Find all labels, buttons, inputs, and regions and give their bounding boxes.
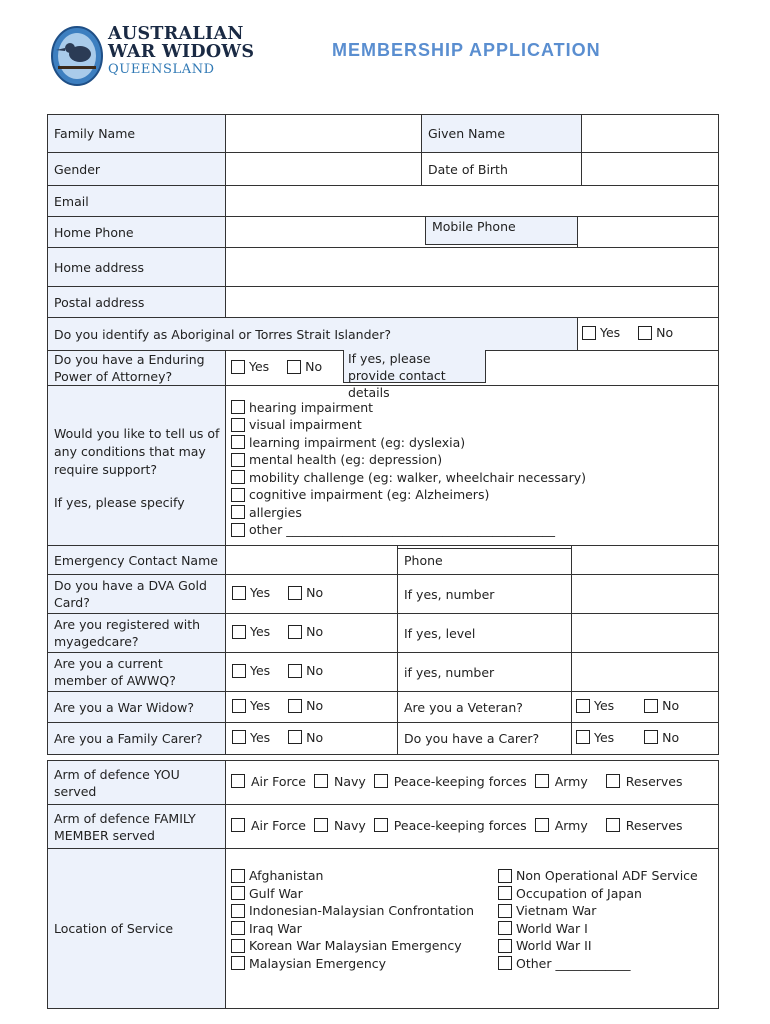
location-label: World War II (516, 938, 592, 954)
location-label: World War I (516, 920, 588, 936)
org-name-line1: AUSTRALIAN (108, 24, 244, 44)
checkbox-icon[interactable] (288, 625, 302, 639)
arm-family-army-option[interactable] (535, 818, 588, 833)
checkbox-icon[interactable] (498, 939, 512, 953)
veteran-question: Are you a Veteran? (398, 692, 572, 723)
checkbox-icon[interactable] (231, 774, 245, 788)
yes-label: Yes (250, 729, 271, 745)
myagedcare-no-option[interactable] (288, 624, 323, 639)
epa-cell (226, 351, 719, 400)
arm-you-peace-keeping-forces-label: Peace-keeping forces (393, 773, 527, 789)
checkbox-icon[interactable] (288, 730, 302, 744)
checkbox-icon[interactable] (288, 586, 302, 600)
condition-label: learning impairment (eg: dyslexia) (249, 434, 466, 450)
location-label: Occupation of Japan (516, 885, 642, 901)
location-option[interactable] (231, 902, 498, 920)
location-option[interactable] (498, 937, 698, 955)
service-table (47, 545, 719, 755)
myagedcare-level-field[interactable] (572, 614, 719, 653)
dva-no-option[interactable] (288, 585, 323, 600)
checkbox-icon[interactable] (638, 326, 652, 340)
arm-family-peace-keeping-forces-label: Peace-keeping forces (393, 817, 527, 833)
no-label: No (662, 729, 680, 745)
dob-label: Date of Birth (422, 153, 582, 186)
condition-label: other ___________________________________________ (249, 522, 556, 538)
condition-option[interactable] (231, 504, 712, 522)
arm-you-options (226, 761, 719, 805)
no-label: No (306, 585, 324, 601)
conditions-list (226, 386, 719, 549)
arm-you-navy-label: Navy (333, 773, 366, 789)
condition-label: mobility challenge (eg: walker, wheelchair necessary) (249, 469, 586, 485)
family-carer-yes-option[interactable] (232, 730, 270, 745)
location-label: Afghanistan (249, 868, 324, 884)
epa-no-option[interactable] (287, 359, 322, 374)
awwq-question: Are you a current member of AWWQ? (48, 653, 226, 692)
arm-family-options (226, 805, 719, 849)
location-option[interactable] (231, 885, 498, 903)
aboriginal-options (578, 318, 719, 351)
no-label: No (306, 624, 324, 640)
org-logo (50, 22, 280, 102)
checkbox-icon[interactable] (314, 774, 328, 788)
dva-question: Do you have a DVA Gold Card? (48, 575, 226, 614)
defence-table (47, 760, 719, 1009)
condition-label: allergies (249, 504, 302, 520)
checkbox-icon[interactable] (606, 818, 620, 832)
org-name-line2: WAR WIDOWS (108, 41, 255, 62)
arm-family-air-force-option[interactable] (231, 818, 306, 833)
mobile-phone-label: Mobile Phone (425, 217, 577, 245)
location-label: Indonesian-Malaysian Confrontation (249, 903, 475, 919)
condition-label: hearing impairment (249, 399, 374, 415)
arm-family-peace-keeping-forces-option[interactable] (374, 818, 527, 833)
location-option[interactable] (231, 867, 498, 885)
home-address-label: Home address (48, 248, 226, 287)
condition-option[interactable] (231, 434, 712, 452)
myagedcare-followup-label: If yes, level (398, 614, 572, 653)
emergency-contact-field[interactable] (226, 546, 398, 575)
veteran-yes-option[interactable] (576, 698, 614, 713)
awwq-no-option[interactable] (288, 663, 323, 678)
checkbox-icon[interactable] (498, 869, 512, 883)
location-option[interactable] (498, 885, 698, 903)
veteran-options (572, 692, 719, 723)
checkbox-icon[interactable] (374, 818, 388, 832)
yes-label: Yes (250, 698, 271, 714)
checkbox-icon[interactable] (231, 939, 245, 953)
condition-option[interactable] (231, 469, 712, 487)
no-label: No (305, 359, 323, 374)
location-option[interactable] (498, 955, 698, 973)
yes-label: Yes (594, 698, 615, 714)
checkbox-icon[interactable] (231, 435, 245, 449)
epa-details-label: If yes, please provide contact details (343, 350, 486, 383)
awwq-number-field[interactable] (572, 653, 719, 692)
veteran-no-option[interactable] (644, 698, 679, 713)
location-label: Gulf War (249, 885, 303, 901)
checkbox-icon[interactable] (231, 523, 245, 537)
given-name-label: Given Name (422, 115, 582, 153)
location-label: Non Operational ADF Service (516, 868, 698, 884)
personal-details-table (47, 114, 719, 549)
condition-option[interactable] (231, 399, 712, 417)
checkbox-icon[interactable] (231, 470, 245, 484)
no-label: No (306, 729, 324, 745)
epa-question: Do you have a Enduring Power of Attorney? (48, 351, 226, 386)
checkbox-icon[interactable] (231, 505, 245, 519)
location-label: Malaysian Emergency (249, 955, 387, 971)
checkbox-icon[interactable] (231, 904, 245, 918)
arm-you-air-force-option[interactable] (231, 774, 306, 789)
dva-followup-label: If yes, number (398, 575, 572, 614)
org-name (108, 26, 254, 76)
checkbox-icon[interactable] (644, 699, 658, 713)
have-carer-no-option[interactable] (644, 730, 679, 745)
war-widow-yes-option[interactable] (232, 698, 270, 713)
family-carer-question: Are you a Family Carer? (48, 723, 226, 755)
page-title: MEMBERSHIP APPLICATION (332, 40, 601, 60)
location-option[interactable] (231, 955, 498, 973)
aboriginal-yes-option[interactable] (582, 325, 620, 340)
no-label: No (306, 663, 324, 679)
myagedcare-yes-option[interactable] (232, 624, 270, 639)
checkbox-icon[interactable] (288, 699, 302, 713)
condition-option[interactable] (231, 486, 712, 504)
awwq-followup-label: if yes, number (398, 653, 572, 692)
checkbox-icon[interactable] (498, 921, 512, 935)
arm-you-army-option[interactable] (535, 774, 588, 789)
postal-address-label: Postal address (48, 287, 226, 318)
home-phone-field[interactable] (226, 217, 578, 248)
myagedcare-question: Are you registered with myagedcare? (48, 614, 226, 653)
dva-options (226, 575, 398, 614)
arm-family-question: Arm of defence FAMILY MEMBER served (48, 805, 226, 849)
yes-label: Yes (250, 624, 271, 640)
condition-label: visual impairment (249, 417, 362, 433)
yes-label: Yes (249, 359, 270, 374)
checkbox-icon[interactable] (582, 326, 596, 340)
family-carer-no-option[interactable] (288, 730, 323, 745)
aboriginal-no-option[interactable] (638, 325, 673, 340)
checkbox-icon[interactable] (314, 818, 328, 832)
war-widow-options (226, 692, 398, 723)
arm-family-reserves-label: Reserves (625, 817, 683, 833)
arm-you-army-label: Army (554, 773, 588, 789)
dva-yes-option[interactable] (232, 585, 270, 600)
given-name-field[interactable] (582, 115, 719, 153)
condition-option[interactable] (231, 521, 712, 539)
checkbox-icon[interactable] (231, 360, 245, 374)
checkbox-icon[interactable] (231, 818, 245, 832)
checkbox-icon[interactable] (232, 699, 246, 713)
checkbox-icon[interactable] (232, 730, 246, 744)
checkbox-icon[interactable] (231, 956, 245, 970)
location-label: Iraq War (249, 920, 302, 936)
dva-number-field[interactable] (572, 575, 719, 614)
conditions-question: Would you like to tell us of any conditions that may require support? (54, 425, 220, 477)
checkbox-icon[interactable] (288, 664, 302, 678)
arm-family-navy-label: Navy (333, 817, 366, 833)
yes-label: Yes (600, 325, 621, 341)
gender-label: Gender (48, 153, 226, 186)
condition-label: cognitive impairment (eg: Alzheimers) (249, 487, 490, 503)
aboriginal-question: Do you identify as Aboriginal or Torres Strait Islander? (48, 318, 578, 351)
location-option[interactable] (231, 920, 498, 938)
checkbox-icon[interactable] (232, 664, 246, 678)
arm-you-peace-keeping-forces-option[interactable] (374, 774, 527, 789)
location-option[interactable] (498, 902, 698, 920)
conditions-question-cell (48, 386, 226, 549)
checkbox-icon[interactable] (231, 400, 245, 414)
checkbox-icon[interactable] (231, 921, 245, 935)
arm-you-reserves-label: Reserves (625, 773, 683, 789)
conditions-specify: If yes, please specify (54, 494, 185, 510)
awwq-yes-option[interactable] (232, 663, 270, 678)
email-field[interactable] (226, 186, 719, 217)
have-carer-question: Do you have a Carer? (398, 723, 572, 755)
family-name-label: Family Name (48, 115, 226, 153)
checkbox-icon[interactable] (232, 625, 246, 639)
dob-field[interactable] (582, 153, 719, 186)
emergency-phone-label: Phone (398, 546, 572, 575)
location-label: Other ____________ (516, 955, 631, 971)
location-label: Vietnam War (516, 903, 597, 919)
location-options (226, 849, 719, 1009)
arm-you-reserves-option[interactable] (606, 774, 683, 789)
arm-family-army-label: Army (554, 817, 588, 833)
arm-family-air-force-label: Air Force (251, 817, 306, 833)
gender-field[interactable] (226, 153, 422, 186)
location-option[interactable] (498, 867, 698, 885)
emergency-phone-field[interactable] (572, 546, 719, 575)
postal-address-field[interactable] (226, 287, 719, 318)
arm-family-navy-option[interactable] (314, 818, 366, 833)
checkbox-icon[interactable] (535, 774, 549, 788)
family-carer-options (226, 723, 398, 755)
arm-you-question: Arm of defence YOU served (48, 761, 226, 805)
have-carer-options (572, 723, 719, 755)
home-phone-label: Home Phone (48, 217, 226, 248)
location-label: Location of Service (48, 849, 226, 1009)
epa-yes-option[interactable] (231, 359, 269, 374)
condition-label: mental health (eg: depression) (249, 452, 443, 468)
yes-label: Yes (250, 585, 271, 601)
mobile-phone-field[interactable] (578, 217, 719, 248)
location-option[interactable] (231, 937, 498, 955)
checkbox-icon[interactable] (644, 730, 658, 744)
checkbox-icon[interactable] (231, 453, 245, 467)
location-label: Korean War Malaysian Emergency (249, 938, 462, 954)
checkbox-icon[interactable] (498, 956, 512, 970)
checkbox-icon[interactable] (231, 418, 245, 432)
no-label: No (306, 698, 324, 714)
checkbox-icon[interactable] (576, 730, 590, 744)
org-name-line3: QUEENSLAND (108, 62, 215, 77)
emergency-contact-label: Emergency Contact Name (48, 546, 226, 575)
yes-label: Yes (250, 663, 271, 679)
arm-you-air-force-label: Air Force (251, 773, 306, 789)
checkbox-icon[interactable] (231, 869, 245, 883)
yes-label: Yes (594, 729, 615, 745)
no-label: No (662, 698, 680, 714)
family-name-field[interactable] (226, 115, 422, 153)
condition-option[interactable] (231, 451, 712, 469)
checkbox-icon[interactable] (231, 488, 245, 502)
have-carer-yes-option[interactable] (576, 730, 614, 745)
location-option[interactable] (498, 920, 698, 938)
checkbox-icon[interactable] (374, 774, 388, 788)
home-address-field[interactable] (226, 248, 719, 287)
checkbox-icon[interactable] (498, 904, 512, 918)
awwq-options (226, 653, 398, 692)
myagedcare-options (226, 614, 398, 653)
war-widow-question: Are you a War Widow? (48, 692, 226, 723)
no-label: No (656, 325, 674, 341)
checkbox-icon[interactable] (606, 774, 620, 788)
checkbox-icon[interactable] (498, 886, 512, 900)
kookaburra-emblem-icon (50, 24, 106, 88)
email-label: Email (48, 186, 226, 217)
checkbox-icon[interactable] (535, 818, 549, 832)
arm-you-navy-option[interactable] (314, 774, 366, 789)
checkbox-icon[interactable] (231, 886, 245, 900)
war-widow-no-option[interactable] (288, 698, 323, 713)
checkbox-icon[interactable] (232, 586, 246, 600)
arm-family-reserves-option[interactable] (606, 818, 683, 833)
checkbox-icon[interactable] (576, 699, 590, 713)
condition-option[interactable] (231, 416, 712, 434)
checkbox-icon[interactable] (287, 360, 301, 374)
